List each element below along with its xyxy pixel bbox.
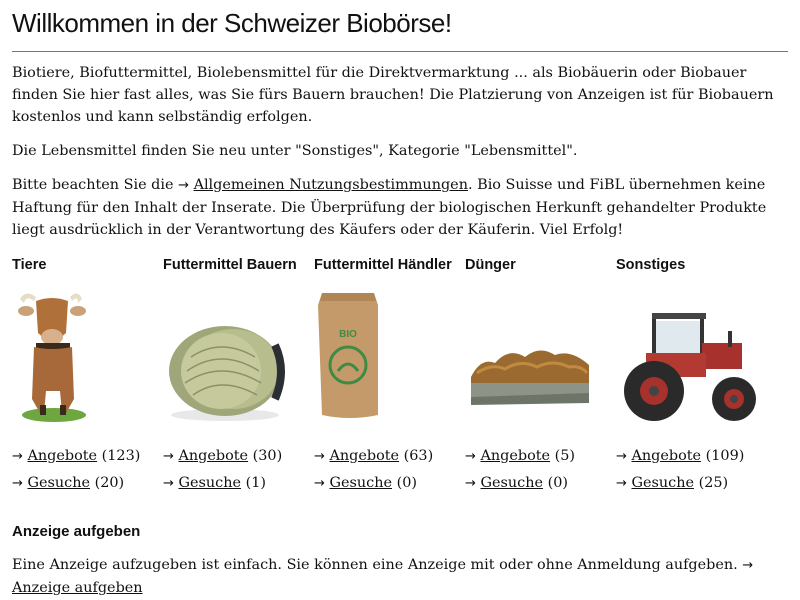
offers-link[interactable]: Angebote bbox=[631, 448, 702, 464]
offers-row bbox=[314, 443, 465, 470]
offers-link[interactable]: Angebote bbox=[27, 448, 98, 464]
category-links bbox=[163, 443, 314, 497]
offers-count: (123) bbox=[101, 448, 141, 464]
requests-link[interactable]: Gesuche bbox=[480, 475, 543, 491]
requests-row bbox=[163, 470, 314, 497]
arrow-icon: → bbox=[465, 449, 476, 464]
offers-link[interactable]: Angebote bbox=[329, 448, 400, 464]
offers-row bbox=[616, 443, 767, 470]
arrow-icon: → bbox=[742, 558, 754, 573]
category-title: Sonstiges bbox=[616, 257, 686, 273]
feed-bag-image[interactable] bbox=[314, 287, 465, 427]
category-links bbox=[465, 443, 616, 497]
requests-row bbox=[616, 470, 767, 497]
category-duenger bbox=[465, 257, 616, 497]
category-title: Futtermittel Bauern bbox=[163, 257, 297, 273]
post-ad-text: Eine Anzeige aufzugeben ist einfach. Sie können eine Anzeige mit oder ohne Anmeldung aufgeben. bbox=[12, 557, 738, 573]
offers-link[interactable]: Angebote bbox=[480, 448, 551, 464]
requests-count: (25) bbox=[698, 475, 729, 491]
category-grid bbox=[12, 257, 788, 497]
requests-count: (0) bbox=[547, 475, 568, 491]
category-tiere bbox=[12, 257, 163, 497]
post-ad-paragraph bbox=[12, 554, 788, 599]
requests-count: (0) bbox=[396, 475, 417, 491]
offers-row bbox=[465, 443, 616, 470]
requests-count: (20) bbox=[94, 475, 125, 491]
category-futtermittel-haendler bbox=[314, 257, 465, 497]
offers-row bbox=[12, 443, 163, 470]
arrow-icon: → bbox=[12, 449, 23, 464]
page-title: Willkommen in der Schweizer Biobörse! bbox=[12, 8, 788, 52]
category-links bbox=[616, 443, 767, 497]
arrow-icon: → bbox=[178, 178, 189, 193]
category-links bbox=[314, 443, 465, 497]
arrow-icon: → bbox=[12, 476, 23, 491]
tractor-image[interactable] bbox=[616, 287, 767, 427]
hay-bale-image[interactable] bbox=[163, 287, 314, 427]
category-title: Tiere bbox=[12, 257, 47, 273]
requests-row bbox=[465, 470, 616, 497]
requests-row bbox=[314, 470, 465, 497]
requests-link[interactable]: Gesuche bbox=[178, 475, 241, 491]
terms-link[interactable]: Allgemeinen Nutzungsbestimmungen bbox=[193, 177, 468, 193]
arrow-icon: → bbox=[314, 449, 325, 464]
cow-image[interactable] bbox=[12, 287, 163, 427]
requests-link[interactable]: Gesuche bbox=[329, 475, 392, 491]
category-sonstiges bbox=[616, 257, 767, 497]
offers-count: (63) bbox=[403, 448, 434, 464]
arrow-icon: → bbox=[314, 476, 325, 491]
arrow-icon: → bbox=[163, 449, 174, 464]
offers-count: (5) bbox=[554, 448, 576, 464]
category-title: Dünger bbox=[465, 257, 516, 273]
requests-count: (1) bbox=[245, 475, 266, 491]
terms-prefix: Bitte beachten Sie die bbox=[12, 177, 174, 193]
food-note-paragraph: Die Lebensmittel finden Sie neu unter "Sonstiges", Kategorie "Lebensmittel". bbox=[12, 143, 578, 159]
requests-link[interactable]: Gesuche bbox=[27, 475, 90, 491]
requests-row bbox=[12, 470, 163, 497]
category-title: Futtermittel Händler bbox=[314, 257, 452, 273]
offers-count: (109) bbox=[705, 448, 745, 464]
arrow-icon: → bbox=[163, 476, 174, 491]
category-links bbox=[12, 443, 163, 497]
manure-image[interactable] bbox=[465, 287, 616, 427]
requests-link[interactable]: Gesuche bbox=[631, 475, 694, 491]
post-ad-link[interactable]: Anzeige aufgeben bbox=[12, 580, 143, 596]
arrow-icon: → bbox=[465, 476, 476, 491]
post-ad-heading: Anzeige aufgeben bbox=[12, 523, 141, 540]
arrow-icon: → bbox=[616, 476, 627, 491]
category-futtermittel-bauern bbox=[163, 257, 314, 497]
intro-paragraph: Biotiere, Biofuttermittel, Biolebensmittel für die Direktvermarktung ... als Biobäuerin oder Biobauer finden Sie hier fast alles, was Sie fürs Bauern brauchen! Die Platzierung von Anzeigen ist für Biobauern kostenlos und kann selbständig erfolgen. bbox=[12, 65, 774, 125]
offers-link[interactable]: Angebote bbox=[178, 448, 249, 464]
terms-paragraph bbox=[12, 174, 788, 241]
offers-count: (30) bbox=[252, 448, 283, 464]
bag-label-text: BIO bbox=[339, 329, 357, 340]
terms-suffix: . Bio Suisse und FiBL übernehmen keine Haftung für den Inhalt der Inserate. Die Überprüfung der biologischen Herkunft gehandelter Produkte liegt ausdrücklich in der Verantwortung des Käufers oder der Käuferin. Viel Erfolg! bbox=[12, 177, 767, 238]
arrow-icon: → bbox=[616, 449, 627, 464]
offers-row bbox=[163, 443, 314, 470]
